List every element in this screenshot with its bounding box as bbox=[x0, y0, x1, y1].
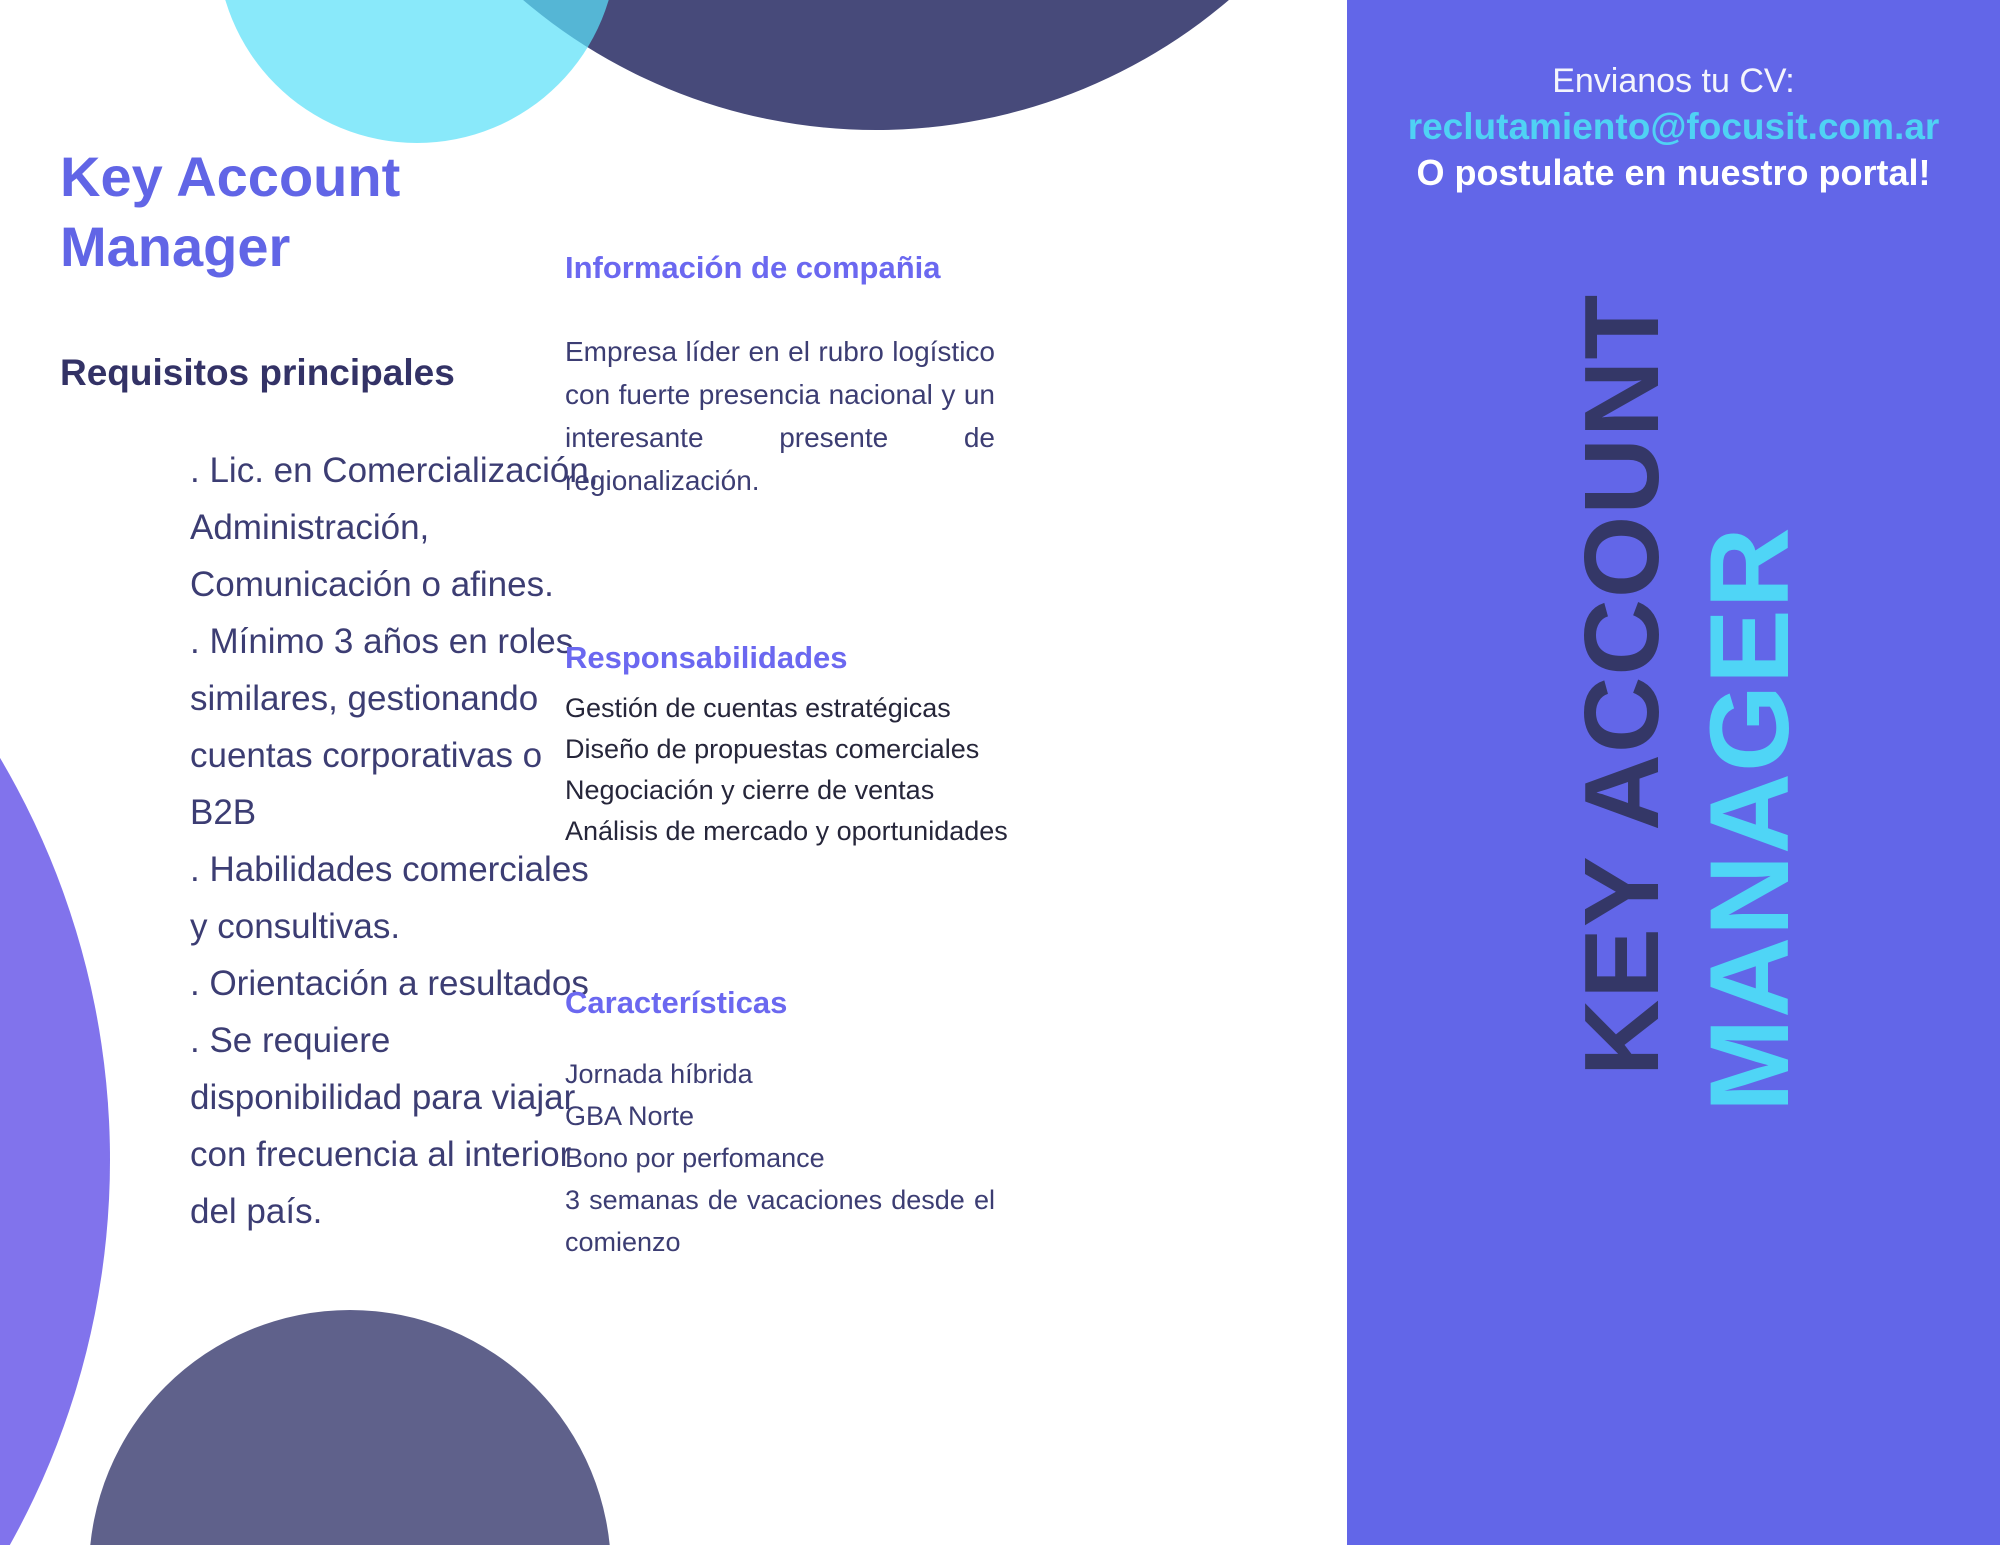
requirement-line: Comunicación o afines. bbox=[190, 565, 554, 604]
characteristic-item: GBA Norte bbox=[565, 1101, 695, 1131]
dark-circle-bottom-decoration bbox=[89, 1310, 611, 1545]
characteristics-heading: Características bbox=[565, 985, 788, 1020]
requirement-line: cuentas corporativas o bbox=[190, 736, 543, 775]
characteristic-item: Jornada híbrida bbox=[565, 1059, 753, 1089]
contact-block bbox=[1347, 58, 2000, 196]
requirement-line: y consultivas. bbox=[190, 907, 401, 946]
requirements-heading: Requisitos principales bbox=[60, 352, 455, 393]
responsibility-item: Gestión de cuentas estratégicas bbox=[565, 693, 951, 723]
requirement-line: del país. bbox=[190, 1192, 323, 1231]
cv-prompt-text: Envianos tu CV: bbox=[1552, 62, 1795, 100]
requirement-line: . Orientación a resultados bbox=[190, 964, 589, 1003]
company-info-text: Empresa líder en el rubro logístico con fuerte presencia nacional y un interesante presente de regionalización. bbox=[565, 336, 995, 496]
responsibilities-heading: Responsabilidades bbox=[565, 640, 848, 675]
portal-prompt-text: O postulate en nuestro portal! bbox=[1416, 152, 1931, 193]
requirement-line: disponibilidad para viajar bbox=[190, 1078, 576, 1117]
requirement-line: . Lic. en Comercialización, bbox=[190, 451, 599, 490]
page-title: Key Account Manager bbox=[60, 145, 401, 278]
requirement-line: con frecuencia al interior bbox=[190, 1135, 572, 1174]
recruiting-email: reclutamiento@focusit.com.ar bbox=[1407, 106, 1940, 147]
cyan-circle-decoration bbox=[217, 0, 617, 143]
requirement-line: . Mínimo 3 años en roles bbox=[190, 622, 574, 661]
company-info-heading: Información de compañia bbox=[565, 250, 941, 285]
requirement-line: B2B bbox=[190, 793, 257, 832]
requirement-line: Administración, bbox=[190, 508, 430, 547]
characteristic-item: Bono por perfomance bbox=[565, 1143, 825, 1173]
responsibilities-list bbox=[565, 688, 1025, 852]
vertical-title-manager: MANAGER bbox=[1687, 526, 1812, 1112]
responsibility-item: Análisis de mercado y oportunidades bbox=[565, 816, 1008, 846]
violet-circle-decoration bbox=[0, 370, 110, 1545]
characteristics-list bbox=[565, 1053, 995, 1263]
responsibility-item: Negociación y cierre de ventas bbox=[565, 775, 935, 805]
requirement-line: . Habilidades comerciales bbox=[190, 850, 589, 889]
requirement-line: . Se requiere bbox=[190, 1021, 391, 1060]
responsibility-item: Diseño de propuestas comerciales bbox=[565, 734, 980, 764]
vertical-title-key-account: KEY ACCOUNT bbox=[1563, 293, 1681, 1077]
requirement-line: similares, gestionando bbox=[190, 679, 539, 718]
characteristic-item: 3 semanas de vacaciones desde el comienzo bbox=[565, 1185, 995, 1257]
